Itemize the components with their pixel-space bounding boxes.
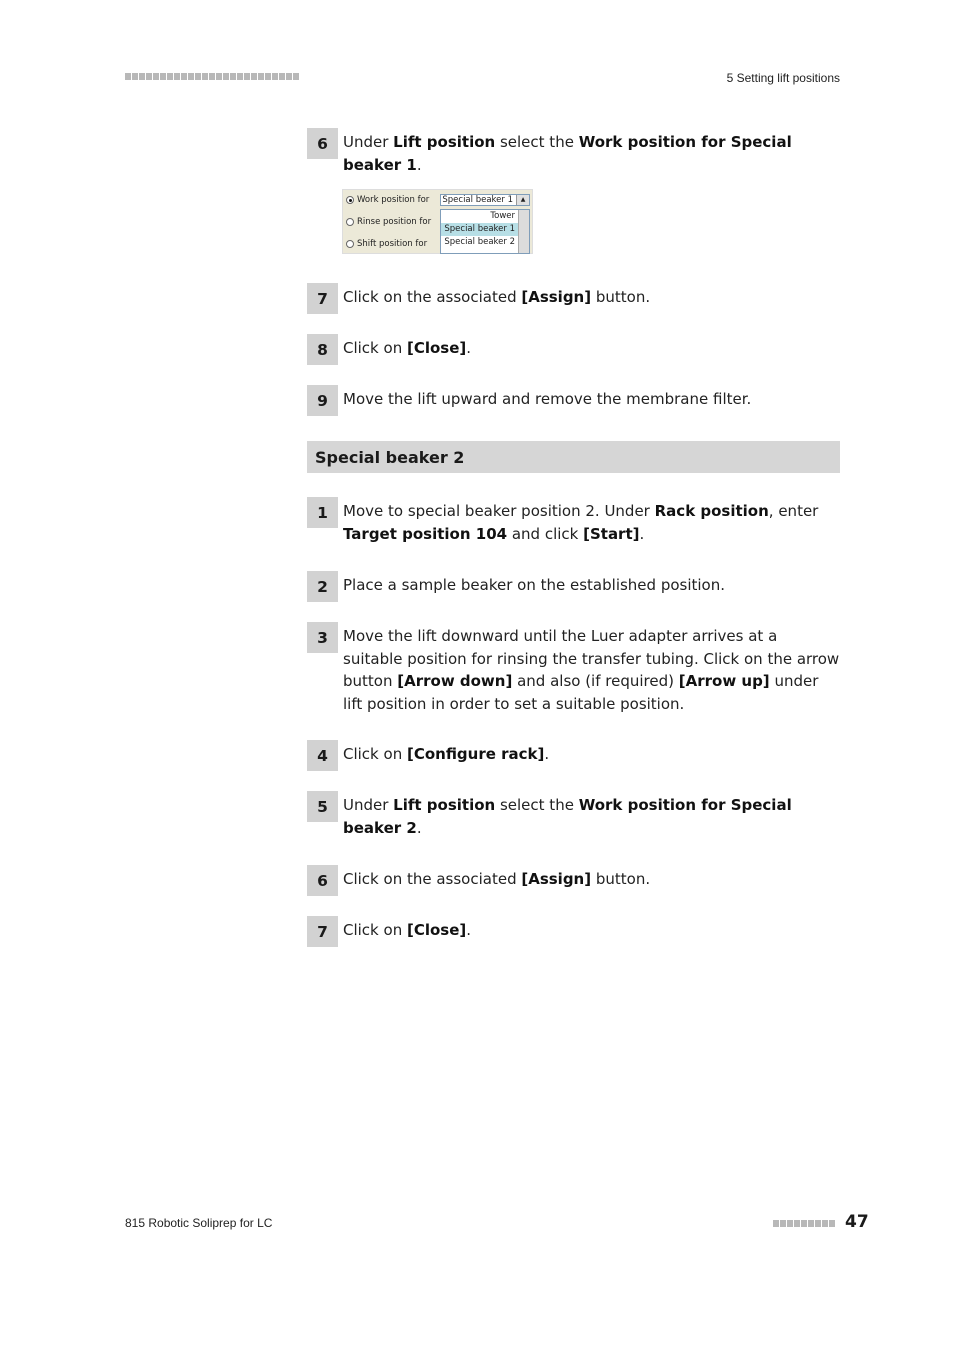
step-number: 3: [307, 622, 338, 653]
step-6: [307, 865, 840, 896]
step-number: 6: [307, 128, 338, 159]
header-decoration: [125, 73, 299, 81]
step-number: 2: [307, 571, 338, 602]
step-number: 7: [307, 916, 338, 947]
step-7: [307, 916, 840, 947]
page-number: 47: [845, 1212, 869, 1232]
scrollbar[interactable]: [518, 210, 529, 253]
step-text: Click on [Close].: [343, 339, 472, 357]
list-item[interactable]: Special beaker 1: [441, 223, 529, 236]
step-text: Under Lift position select the Work position for Special beaker 1.: [343, 133, 792, 174]
step-5: [307, 791, 840, 839]
arrow-up-icon[interactable]: ▲: [516, 195, 529, 205]
section-heading: Special beaker 2: [307, 441, 840, 473]
step-number: 4: [307, 740, 338, 771]
step-number: 9: [307, 385, 338, 416]
radio-checked-icon: [346, 196, 354, 204]
step-9: [307, 385, 840, 416]
step-number: 8: [307, 334, 338, 365]
step-text: Click on [Close].: [343, 921, 472, 939]
step-text: Under Lift position select the Work position for Special beaker 2.: [343, 796, 792, 837]
radio-work-position[interactable]: Work position for: [346, 195, 429, 205]
step-number: 7: [307, 283, 338, 314]
step-8: [307, 334, 840, 365]
step-text: Click on the associated [Assign] button.: [343, 870, 651, 888]
chapter-title: 5 Setting lift positions: [726, 71, 840, 85]
step-1: [307, 497, 840, 545]
step-6: [307, 128, 840, 176]
position-combo[interactable]: Special beaker 1 ▲: [440, 194, 530, 206]
step-text: Move to special beaker position 2. Under Rack position, enter Target position 104 and click [Start].: [343, 502, 819, 543]
radio-shift-position[interactable]: Shift position for: [346, 239, 427, 249]
step-text: Move the lift downward until the Luer adapter arrives at a suitable position for rinsing the transfer tubing. Click on the arrow button [Arrow down] and also (if required) [Arrow up] under lift position in order to set a suitable position.: [343, 627, 840, 713]
step-text: Place a sample beaker on the established position.: [343, 576, 726, 594]
radio-icon: [346, 240, 354, 248]
footer-decoration: [773, 1220, 835, 1227]
list-item[interactable]: Special beaker 2: [444, 237, 515, 247]
step-4: [307, 740, 840, 771]
radio-icon: [346, 218, 354, 226]
step-number: 6: [307, 865, 338, 896]
list-item[interactable]: Tower: [490, 211, 515, 221]
lift-position-screenshot: [342, 189, 533, 254]
radio-rinse-position[interactable]: Rinse position for: [346, 217, 431, 227]
step-number: 1: [307, 497, 338, 528]
footer-product: 815 Robotic Soliprep for LC: [125, 1216, 273, 1230]
step-7: [307, 283, 840, 314]
step-text: Move the lift upward and remove the membrane filter.: [343, 390, 752, 408]
step-3: [307, 622, 840, 715]
position-list[interactable]: [440, 209, 530, 254]
step-number: 5: [307, 791, 338, 822]
step-2: [307, 571, 840, 602]
step-text: Click on the associated [Assign] button.: [343, 288, 651, 306]
step-text: Click on [Configure rack].: [343, 745, 550, 763]
